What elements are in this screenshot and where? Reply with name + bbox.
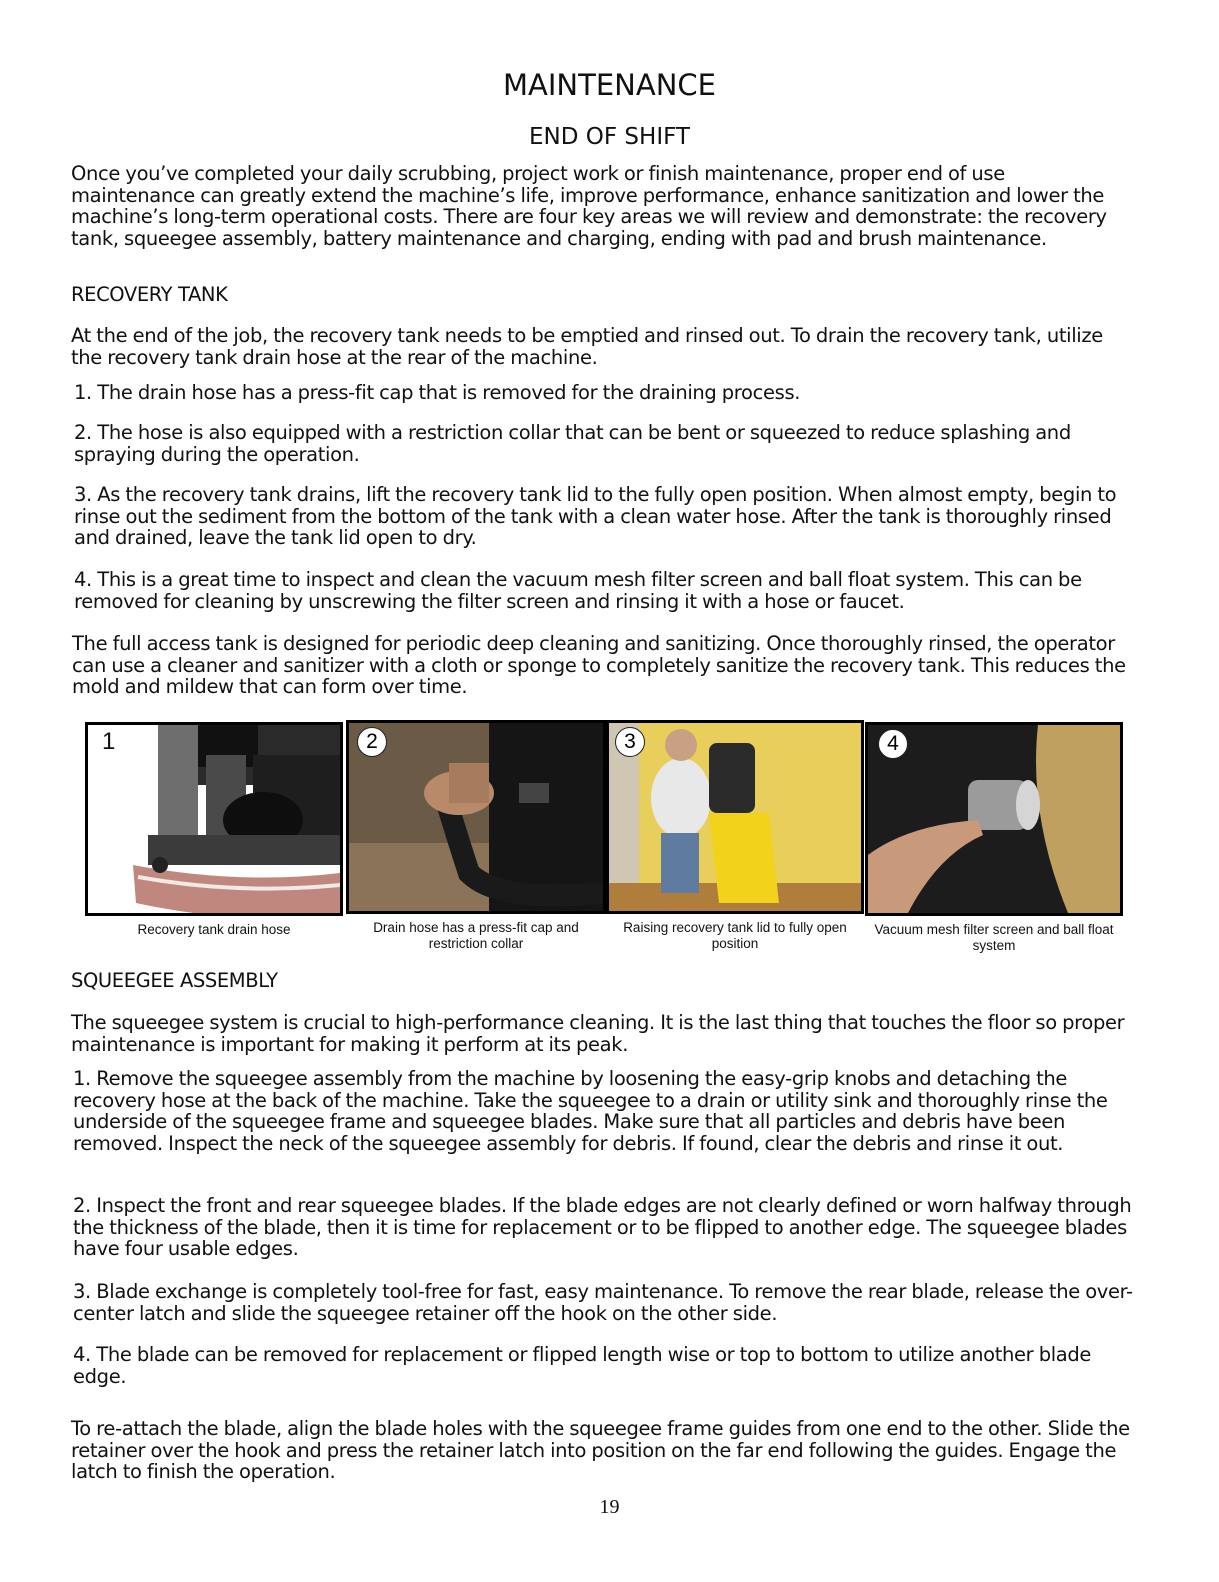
recovery-step-1: 1. The drain hose has a press-fit cap that is removed for the draining process. [74,381,801,404]
squeegee-closing: To re-attach the blade, align the blade holes with the squeegee frame guides from one end to the other. Slide the retainer over the hook and press the retainer latch into position on the far end following the guides. Engage the latch to finish the operation. [71,1417,1130,1484]
photo-number-2: 2 [357,727,387,757]
caption-photo-1: Recovery tank drain hose [137,922,291,937]
filter-screen-illustration [868,725,1120,913]
squeegee-intro: The squeegee system is crucial to high-performance cleaning. It is the last thing that touches the floor so proper maintenance is important for making it perform at its peak. [71,1011,1125,1056]
recovery-step-3: 3. As the recovery tank drains, lift the recovery tank lid to the fully open position. When almost empty, begin to rinse out the sediment from the bottom of the tank with a clean water hose. After the tank is thoroughly rinsed and drained, leave the tank lid open to dry. [74,483,1117,550]
page-number: 19 [599,1496,620,1518]
squeegee-step-4: 4. The blade can be removed for replacement or flipped length wise or top to bottom to utilize another blade edge. [73,1343,1092,1388]
recovery-step-4: 4. This is a great time to inspect and clean the vacuum mesh filter screen and ball float system. This can be removed for cleaning by unscrewing the filter screen and rinsing it with a hose or faucet. [74,568,1082,613]
operator-lid-illustration [609,723,861,911]
photo-number-1: 1 [102,728,116,755]
photo-number-3: 3 [615,727,645,757]
photo-raising-lid [606,720,864,914]
squeegee-step-3: 3. Blade exchange is completely tool-free for fast, easy maintenance. To remove the rear blade, release the over-center latch and slide the squeegee retainer off the hook on the other side. [73,1280,1133,1325]
squeegee-step-1: 1. Remove the squeegee assembly from the machine by loosening the easy-grip knobs and detaching the recovery hose at the back of the machine. Take the squeegee to a drain or utility sink and thoroughly rinse the underside of the squeegee frame and squeegee blades. Make sure that all particles and debris have been removed. Inspect the neck of the squeegee assembly for debris. If found, clear the debris and rinse it out. [73,1067,1108,1155]
hose-cap-illustration [349,723,603,911]
page-title: MAINTENANCE [503,68,716,102]
caption-photo-4: Vacuum mesh filter screen and ball float system [874,922,1114,953]
photo-filter-screen [865,722,1123,916]
photo-drain-hose [85,722,343,916]
intro-paragraph: Once you’ve completed your daily scrubbing, project work or finish maintenance, proper end of use maintenance can greatly extend the machine’s life, improve performance, enhance sanitization and lower the machine’s long-term operational costs. There are four key areas we will review and demonstrate: the recovery tank, squeegee assembly, battery maintenance and charging, ending with pad and brush maintenance. [71,162,1107,250]
section-subtitle: END OF SHIFT [529,124,690,150]
recovery-tank-intro: At the end of the job, the recovery tank needs to be emptied and rinsed out. To drain the recovery tank, utilize the recovery tank drain hose at the rear of the machine. [71,324,1103,369]
squeegee-heading: SQUEEGEE ASSEMBLY [71,969,278,992]
machine-rear-illustration [88,725,340,913]
caption-photo-2: Drain hose has a press-fit cap and restriction collar [373,920,579,951]
recovery-tank-closing: The full access tank is designed for periodic deep cleaning and sanitizing. Once thoroughly rinsed, the operator can use a cleaner and sanitizer with a cloth or sponge to completely sanitize the recovery tank. This reduces the mold and mildew that can form over time. [72,632,1126,699]
caption-photo-3: Raising recovery tank lid to fully open position [623,920,847,951]
squeegee-step-2: 2. Inspect the front and rear squeegee blades. If the blade edges are not clearly defined or worn halfway through the thickness of the blade, then it is time for replacement or to be flipped to another edge. The squeegee blades have four usable edges. [73,1194,1132,1261]
photo-press-fit-cap [346,720,606,914]
photo-number-4: 4 [878,729,908,759]
recovery-step-2: 2. The hose is also equipped with a restriction collar that can be bent or squeezed to reduce splashing and spraying during the operation. [74,421,1071,466]
recovery-tank-heading: RECOVERY TANK [71,283,228,306]
